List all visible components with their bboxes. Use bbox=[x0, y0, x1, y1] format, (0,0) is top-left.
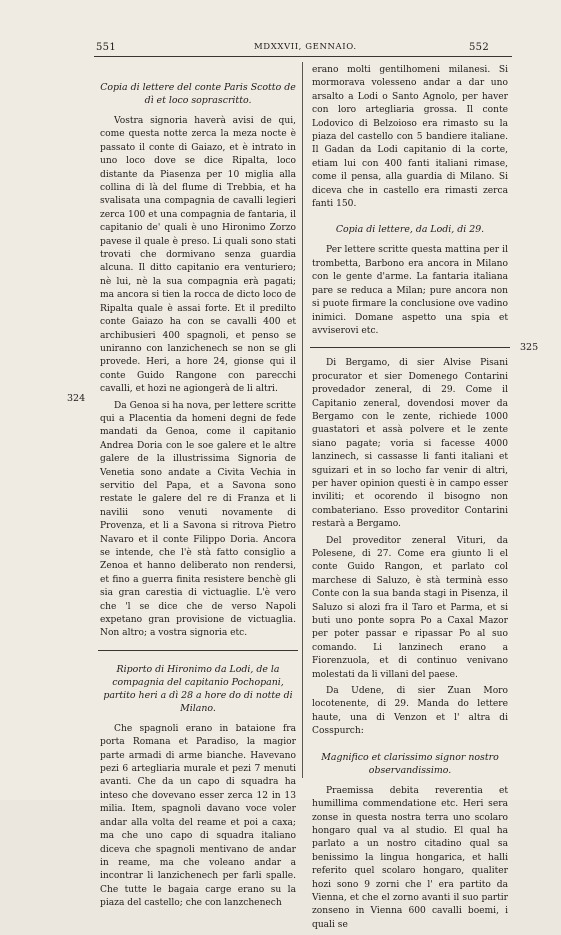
header-rule bbox=[94, 56, 512, 57]
paragraph: Che spagnoli erano in bataione fra porta Romana et Paradiso, la magior parte armadi di arme bianche. Havevano pezi 6 artegliaria murale et pezi 7 menuti avanti. Che da un capo di squadra ha inteso che dovevano esser zerca 12 in 13 milia. Item, spagnoli davano voce voler andar alla volta del reame et poi a caxa; ma che uno capo di squadra italiano diceva che spagnoli mentivano de andar in reame, ma che voleano andar a incontrar li lanzichenech per farli spalle. Che tutte le bagaia carge erano su la piaza del castello; che con lanzchenech bbox=[100, 723, 296, 909]
paragraph: Vostra signoria haverà avisi de qui, come questa notte zerca la meza nocte è passato il conte di Gaiazo, et è intrato in uno loco dove se dice Ripalta, loco distante da Piasenza per 10 miglia alla collina di là del flume di Trebbia, et ha svalisata una compagnia de cavalli legieri zerca 100 et una compagnia de fantaria, il capitanio de' quali è uno Hironimo Zorzo pavese il quale è preso. Li quali sono stati trovati che dormivano senza guardia alcuna. Il ditto capitanio era venturiero; nè lui, nè la sua compagnia erà pagati; ma ancora si tien la rocca de dicto loco de Ripalta quale è assai forte. Et il predilto conte Gaiazo ha con se cavalli 400 et archibusieri 400 spagnoli, et penso se uniranno con lanzichenech se non se gli provede. Heri, a hore 24, gionse qui il conte Guido Rangone con parecchi cavalli, et hozi ne agiongerà de li altri. bbox=[100, 116, 296, 395]
paragraph: Per lettere scritte questa mattina per il trombetta, Barbono era ancora in Milano con le gente d'arme. La fantaria italiana pare se reduca a Milan; pure ancora non si puote firmare la conclusione ove vadino inimici. Domane aspetto una spia et avviserovi etc. bbox=[312, 245, 508, 336]
page-number-right: 552 bbox=[469, 42, 489, 53]
margin-number-left: 324 bbox=[67, 393, 86, 404]
letter-salutation: Magnifico et clarissimo signor nostro observandissimo. bbox=[321, 751, 499, 776]
section-title: Copia di lettere del conte Paris Scotto de dì et loco soprascritto. bbox=[100, 82, 296, 106]
paragraph: Del proveditor zeneral Vituri, da Polesene, di 27. Come era giunto li el conte Guido Rangon, et parlato col marchese di Saluzo, è stà terminà esso Conte con la sua banda stagi in Pisenza, il Saluzo si alozi fra il Taro et Parma, et si buti uno ponte sopra Po a Caxal Mazor per poter passar e ripassar Po al suo comando. Li lanzinech erano a Fiorenzuola, et di continuo venivano molestati da li villani del paese. bbox=[312, 535, 508, 680]
margin-number-right: 325 bbox=[520, 342, 539, 353]
section-rule bbox=[310, 347, 510, 348]
page-number-left: 551 bbox=[96, 42, 116, 53]
section-rule bbox=[98, 650, 298, 651]
left-column bbox=[100, 64, 296, 914]
section-title: Riporto di Hironimo da Lodi, de la compagnia del capitanio Pochopani, partito heri a dì 28 a hore do di notte di Milano. bbox=[103, 663, 293, 714]
paragraph: Da Genoa si ha nova, per lettere scritte qui a Placentia da homeni degni de fede mandati da Genoa, come il capitanio Andrea Doria con le soe galere et le altre galere de la illustrissima Signoria de Venetia sono andate a Civita Vechia in servitio del Papa, et a Savona sono restate le galere del re di Franza et li navilii sono venuti novamente di Provenza, et li a Savona si ritrova Pietro Navaro et il conte Filippo Doria. Ancora se intende, che l'è stà fatto consiglio a Zenoa et hanno deliberato non rendersi, et fino a guerra finita resistere benchè gli sia gran carestia di victuaglie. L'è vero che 'l se dice che de verso Napoli expetano gran provisione de victuaglia. Non altro; a vostra signoria etc. bbox=[100, 400, 296, 639]
right-column bbox=[312, 64, 508, 935]
paragraph: Da Udene, di sier Zuan Moro locotenente, di 29. Manda do lettere haute, una di Venzon et l' altra di Cosspurch: bbox=[312, 686, 508, 737]
paragraph: erano molti gentilhomeni milanesi. Si mormorava volesseno andar a dar uno arsalto a Lodi o Santo Agnolo, per haver con loro artegliaria grossa. Il conte Lodovico di Belzoioso era rimasto su la piaza del castello con 5 bandiere italiane. Il Gadan da Lodi capitanio di la corte, etiam lui con 400 fanti italiani rimase, come il pensa, alla guardia di Milano. Si diceva che in castello era rimasti zerca fanti 150. bbox=[312, 65, 508, 210]
column-divider bbox=[302, 62, 303, 778]
running-title: MDXXVII, GENNAIO. bbox=[254, 42, 357, 52]
section-title: Copia di lettere, da Lodi, di 29. bbox=[335, 224, 485, 236]
paragraph: Di Bergamo, di sier Alvise Pisani procurator et sier Domenego Contarini provedador zeneral, di 29. Come il Capitanio zeneral, dovendosi mover da Bergamo con le zente, richiede 1000 guastatori et assà polvere et le zente siano pagate; voria si facesse 4000 lanzinech, si cassasse li fanti italiani et sguizari et in so locho far venir di altri, per haver opinion questi è in campo esser inviliti; et ocorendo il bisogno non combateriano. Esso proveditor Contarini restarà a Bergamo. bbox=[312, 358, 508, 530]
paragraph: Praemissa debita reverentia et humillima commendatione etc. Heri sera zonse in questa nostra terra uno scolaro hongaro qual va al studio. El qual ha parlato a un nostro citadino qual sa benissimo la lingua hongarica, et halli referito quel scolaro hongaro, qualiter hozi sono 9 zorni che l' era partito da Vienna, et che el zorno avanti il suo partir zonseno in Vienna 600 cavalli boemi, i quali se bbox=[312, 785, 508, 930]
